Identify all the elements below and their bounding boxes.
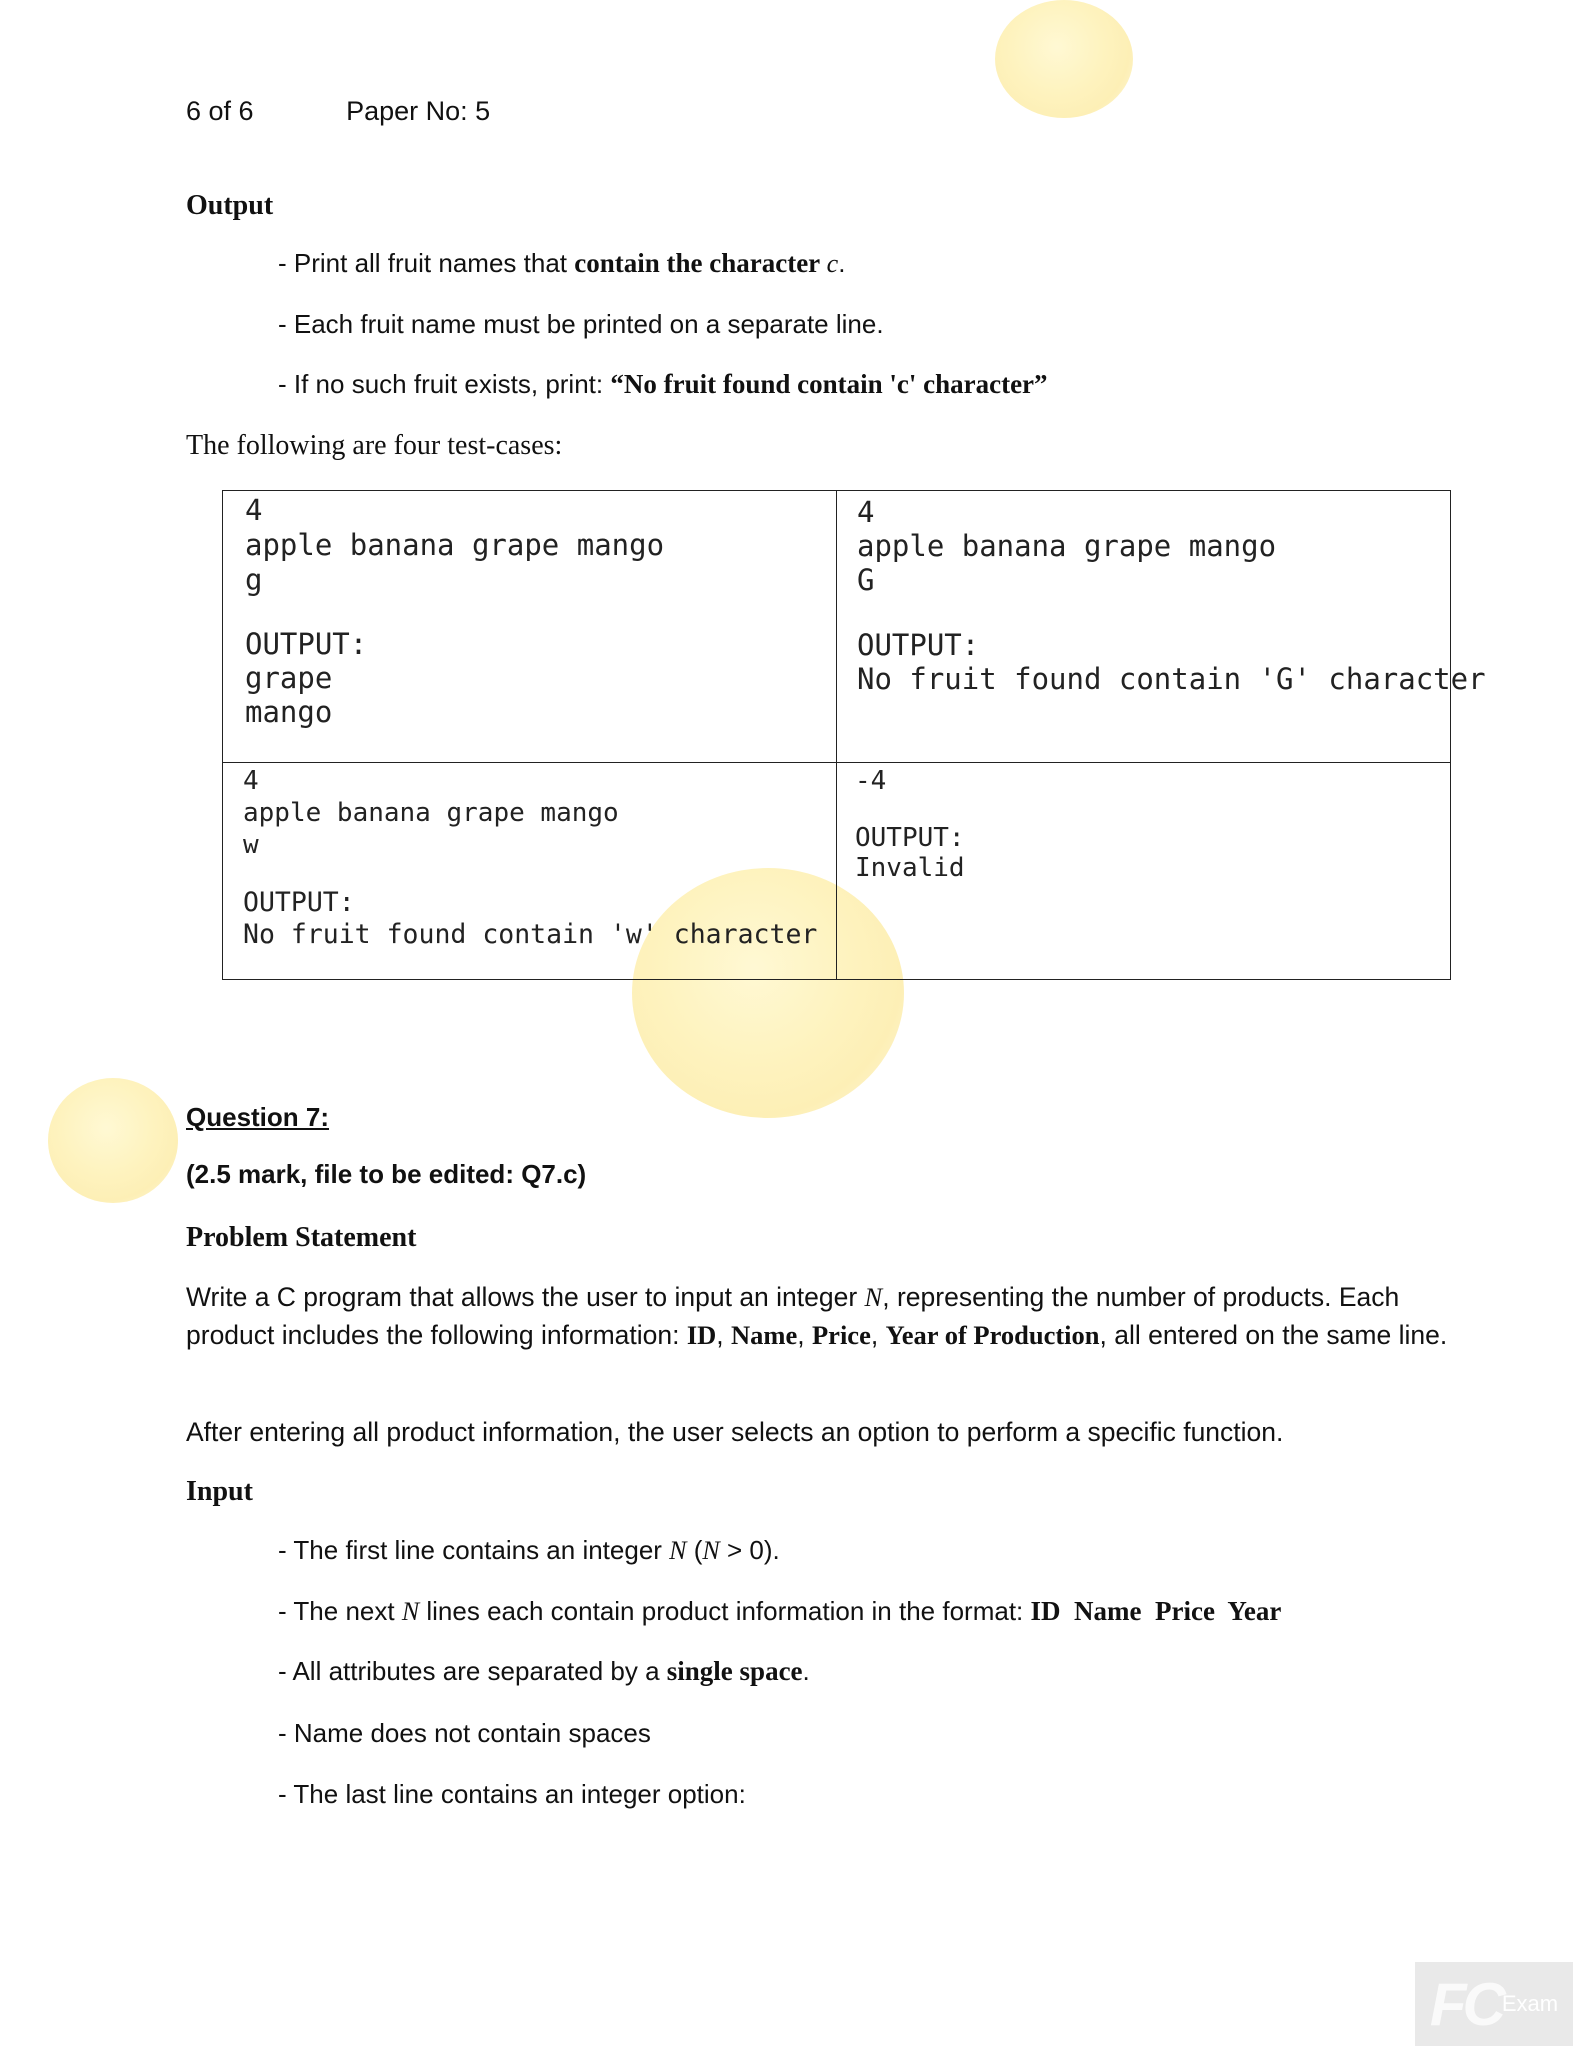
problem-paragraph-1: Write a C program that allows the user to input an integer N, representing the number of products. Each product includes the following information: ID, Name, Price, Year of Production, all entered on the same line.: [186, 1282, 1448, 1350]
test-case-3-output: [243, 887, 817, 951]
text: , all entered on the same line.: [1099, 1320, 1448, 1350]
output-label: OUTPUT:: [245, 627, 368, 661]
test-case-4-input: [855, 765, 886, 797]
input-line: 4: [857, 495, 875, 529]
output-label: OUTPUT:: [855, 823, 965, 853]
text: Write a C program that allows the user to input an integer: [186, 1282, 865, 1312]
output-label: OUTPUT:: [243, 887, 355, 918]
output-bullet-1: [278, 248, 845, 279]
output-line: Invalid: [855, 853, 965, 883]
bullet-text: - Print all fruit names that: [278, 248, 575, 278]
question-title: Question 7:: [186, 1102, 330, 1132]
var-n: N: [864, 1282, 883, 1312]
output-bullet-2: - Each fruit name must be printed on a separate line.: [278, 309, 884, 339]
input-line: w: [243, 830, 259, 860]
input-bullet-1: [278, 1535, 780, 1566]
problem-paragraph-2: After entering all product information, the user selects an option to perform a specific function.: [186, 1417, 1284, 1447]
problem-statement-heading: Problem Statement: [186, 1222, 417, 1253]
input-bullet-2: [278, 1596, 1281, 1627]
text: .: [802, 1656, 810, 1686]
field-price: Price: [812, 1320, 871, 1350]
input-line: 4: [243, 766, 259, 796]
input-heading: Input: [186, 1476, 253, 1507]
text: - The next: [278, 1596, 402, 1626]
output-line: No fruit found contain 'G' character: [857, 662, 1486, 696]
test-cases-table: [222, 490, 1486, 980]
test-case-3-input: [243, 765, 619, 861]
test-case-1-output: [245, 627, 367, 729]
text: (: [686, 1535, 703, 1565]
bullet-italic: c: [820, 249, 839, 278]
bullet-bold: “No fruit found contain 'c' character”: [610, 369, 1048, 399]
bold-text: single space: [666, 1656, 803, 1686]
text: - All attributes are separated by a: [278, 1656, 667, 1686]
input-line: apple banana grape mango: [245, 528, 665, 562]
bullet-text: - If no such fruit exists, print:: [278, 369, 611, 399]
var-n: N: [702, 1536, 720, 1565]
logo-glyph: FC: [1429, 1970, 1502, 2038]
bullet-suffix: .: [838, 248, 846, 278]
text: - The first line contains an integer: [278, 1535, 670, 1565]
var-n: N: [669, 1536, 687, 1565]
input-line: 4: [245, 493, 263, 527]
test-cases-intro: The following are four test-cases:: [186, 430, 563, 461]
emoji-watermark-left: [48, 1078, 178, 1203]
test-case-4-output: [855, 823, 965, 883]
fcexam-logo: [1415, 1962, 1573, 2046]
input-line: G: [857, 563, 875, 597]
page-number: 6 of 6: [186, 96, 254, 126]
output-bullet-3: [278, 369, 1048, 400]
question-subtitle: (2.5 mark, file to be edited: Q7.c): [186, 1159, 587, 1189]
test-case-2: [837, 491, 1486, 763]
input-bullet-3: [278, 1656, 810, 1687]
text: lines each contain product information in the format:: [419, 1596, 1031, 1626]
test-case-2-input: [857, 495, 1276, 597]
test-case-1: [223, 491, 837, 763]
input-bullet-4: - Name does not contain spaces: [278, 1718, 651, 1748]
test-case-2-output: [857, 628, 1486, 696]
output-line: No fruit found contain 'w' character: [243, 919, 818, 950]
input-bullet-5: - The last line contains an integer option:: [278, 1779, 746, 1809]
input-line: apple banana grape mango: [243, 798, 619, 828]
paper-number: Paper No: 5: [346, 96, 491, 126]
logo-text: Exam: [1501, 1991, 1559, 2016]
input-line: g: [245, 563, 263, 597]
text: , representing the number of products. Each product includes the following information:: [186, 1282, 1400, 1350]
var-n: N: [401, 1597, 420, 1626]
output-label: OUTPUT:: [857, 628, 980, 662]
input-line: -4: [855, 766, 887, 796]
field-id: ID: [686, 1320, 717, 1350]
input-line: apple banana grape mango: [857, 529, 1277, 563]
output-line: grape: [245, 661, 333, 695]
field-year: Year of Production: [885, 1320, 1100, 1350]
text: > 0).: [719, 1535, 780, 1565]
test-case-3: [223, 763, 837, 980]
test-case-4: [837, 763, 1451, 980]
output-heading: Output: [186, 190, 274, 221]
field-name: Name: [731, 1320, 798, 1350]
output-line: mango: [245, 695, 333, 729]
bullet-bold: contain the character: [574, 248, 821, 278]
format-spec: ID Name Price Year: [1030, 1596, 1282, 1626]
page-header: [186, 96, 490, 127]
emoji-watermark-top: [995, 0, 1133, 118]
test-case-1-input: [245, 493, 664, 598]
